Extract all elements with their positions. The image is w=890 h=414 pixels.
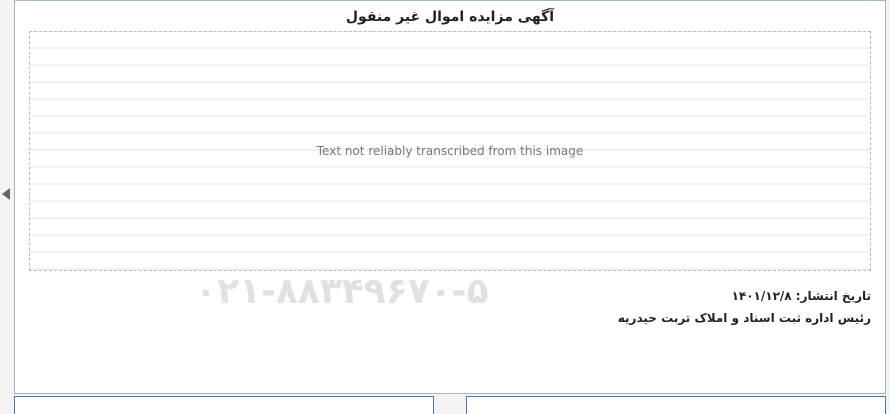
bottom-card-right [466, 396, 886, 414]
issue-date-value: ۱۴۰۱/۱۲/۸ [731, 289, 792, 303]
phone-watermark: ۰۲۱-۸۸۳۴۹۶۷۰-۵ [195, 271, 489, 312]
notice-card [14, 0, 886, 394]
previous-arrow-icon[interactable] [2, 188, 10, 200]
issue-date-line [29, 285, 871, 307]
issue-date-label: تاریخ انتشار: [795, 289, 871, 303]
bottom-card-left [14, 396, 434, 414]
signatory-line: رئیس اداره ثبت اسناد و املاک تربت حیدریه [617, 311, 871, 325]
notice-footer [29, 285, 871, 329]
notice-body-untranscribed: Text not reliably transcribed from this image [29, 31, 871, 271]
notice-title: آگهی مزایده اموال غیر منقول [345, 9, 555, 25]
bottom-strip [14, 396, 886, 414]
